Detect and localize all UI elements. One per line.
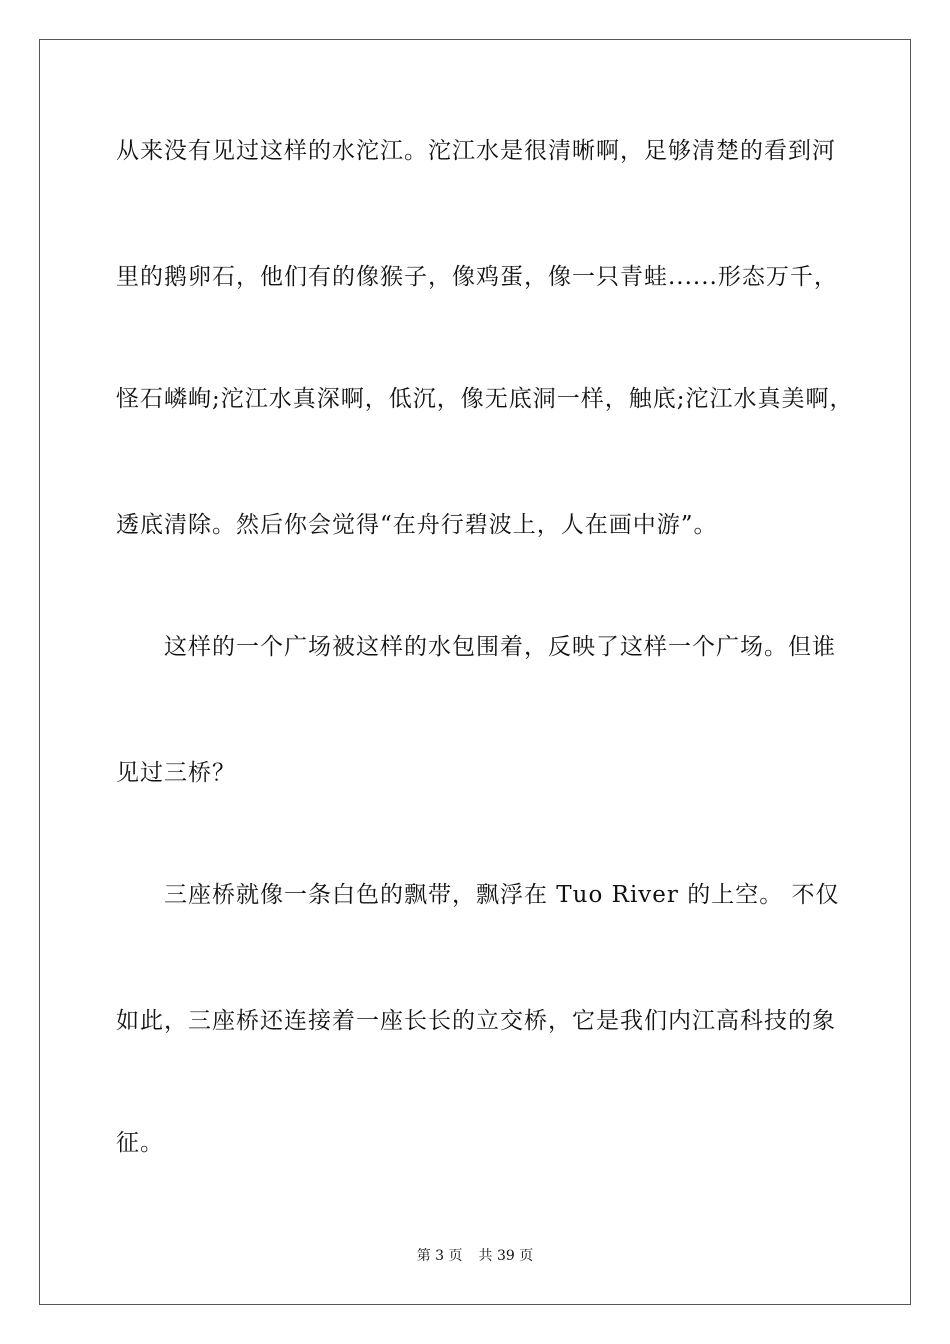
body-text-line: 从来没有见过这样的水沱江。沱江水是很清晰啊，足够清楚的看到河: [116, 138, 836, 164]
body-text-line: 里的鹅卵石，他们有的像猴子，像鸡蛋，像一只青蛙......形态万千，: [116, 264, 838, 290]
body-text-line: 怪石嶙峋;沱江水真深啊，低沉，像无底洞一样，触底;沱江水真美啊，: [116, 386, 854, 412]
body-text-line: 如此，三座桥还连接着一座长长的立交桥，它是我们内江高科技的象: [116, 1008, 836, 1034]
body-text-line: 见过三桥？: [116, 760, 236, 786]
page-number-current: 第 3 页: [416, 1248, 463, 1264]
page-frame: [39, 39, 911, 1305]
page-footer: [0, 1247, 950, 1265]
body-text-line: 透底清除。然后你会觉得“在舟行碧波上，人在画中游”。: [116, 512, 718, 538]
paragraph-first-line: 三座桥就像一条白色的飘带，飘浮在 Tuo River 的上空。 不仅: [164, 882, 840, 908]
body-text-line: 征。: [116, 1130, 164, 1156]
paragraph-first-line: 这样的一个广场被这样的水包围着，反映了这样一个广场。但谁: [164, 634, 836, 660]
page-number-total: 共 39 页: [478, 1248, 534, 1264]
